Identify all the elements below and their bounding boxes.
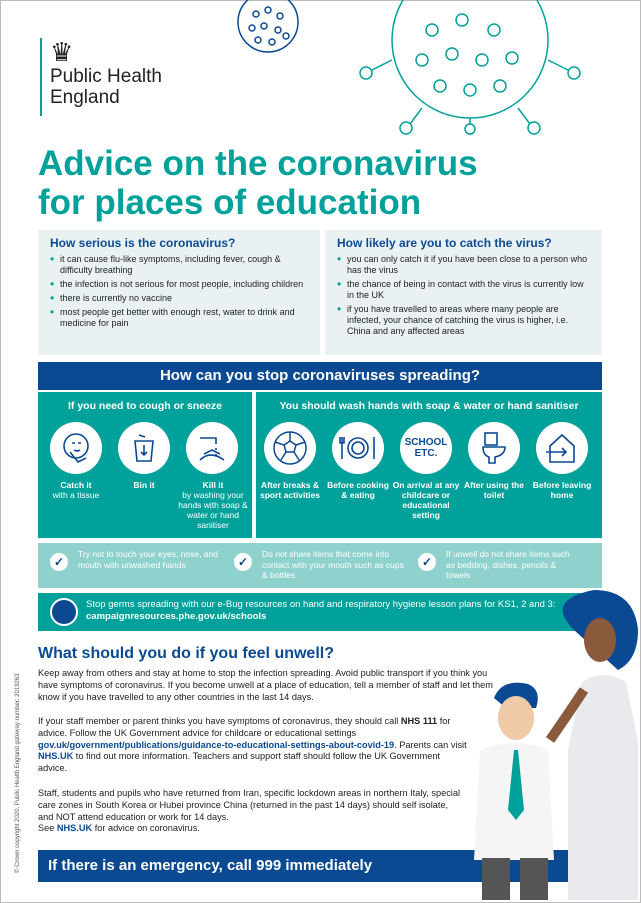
list-item: • most people get better with enough rest, water to drink and medicine for pain [50,307,308,329]
catch-it-caption [42,480,110,500]
p2-text-c: . Parents can visit [394,739,467,750]
page-title [38,144,598,222]
copyright-note [8,640,22,880]
people-illustration [462,590,638,900]
tissue-icon [50,422,102,474]
wash-panel [256,392,602,538]
toilet-icon [468,422,520,474]
phe-logo [40,38,180,116]
unwell-paragraph-3 [38,788,463,835]
list-item: • there is currently no vaccine [50,293,308,304]
list-item: • the chance of being in contact with the virus is currently low in the UK [337,279,590,301]
list-item: • you can only catch it if you have been close to a person who has the virus [337,254,590,276]
bin-it-caption [112,480,176,490]
bin-it-title: Bin it [133,480,155,490]
school-icon [400,422,452,474]
org-name-line2: England [50,87,120,108]
title-line-1: Advice on the coronavirus [38,144,478,183]
list-item: • the infection is not serious for most people, including children [50,279,308,290]
before-leaving-caption [532,480,592,500]
gov-guidance-link[interactable]: gov.uk/government/publications/guidance-to-educational-settings-about-covid-19 [38,739,395,750]
unwell-paragraph-1: Keep away from others and stay at home to stop the infection spreading. Avoid public transport if you think you have symptoms of coronavirus. If you become unwell at a place of education, tell a member of staff and let them know if you have travelled to any other countries in the last 14 days. [38,668,493,702]
handwash-icon [186,422,238,474]
tip-text: Try not to touch your eyes, nose, and mouth with unwashed hands [78,549,219,570]
after-breaks-title: After breaks & sport activities [260,480,320,500]
before-leaving-title: Before leaving home [532,480,592,500]
house-icon [536,422,588,474]
unwell-heading: What should you do if you feel unwell? [38,645,334,662]
stop-spreading-banner: How can you stop coronaviruses spreading? [38,362,602,390]
catch-it-text: with a tissue [52,490,100,500]
nhs-uk-link[interactable]: NHS.UK [38,751,74,762]
emergency-banner: If there is an emergency, call 999 immediately [38,850,602,882]
plate-icon [332,422,384,474]
likely-heading: How likely are you to catch the virus? [337,236,552,250]
p3-text-b: See [38,823,57,834]
check-icon: ✓ [418,553,436,571]
likely-box [325,230,602,355]
nhs-uk-link-2[interactable]: NHS.UK [56,823,93,834]
wash-heading: You should wash hands with soap & water or hand sanitiser [279,400,579,412]
ebug-text: Stop germs spreading with our e-Bug resources on hand and respiratory hygiene lesson plans for KS1, 2 and 3: [86,599,556,610]
tip-item [234,549,404,581]
virus-illustration-small [228,0,308,62]
tip-item [50,549,220,571]
school-label-line2: ETC. [414,448,438,459]
copyright-text: © Crown copyright 2020. Public Health England gateway number: 2019263 [15,673,21,873]
unwell-paragraph-2 [38,716,468,775]
bin-icon [118,422,170,474]
on-arrival-title: On arrival at any childcare or educational setting [392,480,460,520]
school-label-line1: SCHOOL [404,437,448,448]
kill-it-text: by washing your hands with soap & water or hand sanitiser [178,490,248,530]
p2-text-b: for advice. Follow the UK Government advice for childcare or educational settings [38,716,451,738]
before-cooking-caption [326,480,390,500]
catch-it-title: Catch it [60,480,92,490]
p3-text-c: for advice on coronavirus. [92,823,200,834]
title-line-2: for places of education [38,183,422,222]
tip-item [418,549,578,581]
football-icon [264,422,316,474]
check-icon: ✓ [234,553,252,571]
royal-crest-icon: ♛ [50,37,74,67]
kill-it-title: Kill it [202,480,224,490]
check-icon: ✓ [50,553,68,571]
p2-text-d: to find out more information. Teachers and support staff should follow the UK Government advice. [38,751,441,774]
org-name-line1: Public Health [50,66,162,87]
virus-illustration-large [322,0,612,135]
after-breaks-caption [258,480,322,500]
p3-text-a: Staff, students and pupils who have returned from Iran, specific lockdown areas in northern Italy, special care zones in South Korea or Hubei province China (returned in the past 14 days) should self isolate, and NOT attend education or work for 14 days. [38,788,461,822]
tip-text: If unwell do not share items such as bedding, dishes, pencils & towels [446,549,570,580]
before-cooking-title: Before cooking & eating [327,480,389,500]
cough-heading: If you need to cough or sneeze [67,400,223,412]
on-arrival-caption [392,480,460,520]
serious-box [38,230,320,355]
ebug-link[interactable]: campaignresources.phe.gov.uk/schools [86,611,267,622]
tips-strip [38,543,602,588]
after-toilet-title: After using the toilet [464,480,524,500]
tip-text: Do not share items that come into contact with your mouth such as cups & bottles [262,549,404,580]
p2-text-a: If your staff member or parent thinks you have symptoms of coronavirus, they should call [38,716,401,726]
list-item: • if you have travelled to areas where many people are infected, your chance of catching the virus is higher, i.e. China and any affected areas [337,304,590,337]
after-toilet-caption [462,480,526,500]
kill-it-caption [178,480,248,530]
ebug-icon [50,598,78,626]
cough-panel [38,392,252,538]
nhs111-text: NHS 111 [400,716,438,726]
list-item: • it can cause flu-like symptoms, including fever, cough & difficulty breathing [50,254,308,276]
serious-heading: How serious is the coronavirus? [50,236,236,250]
